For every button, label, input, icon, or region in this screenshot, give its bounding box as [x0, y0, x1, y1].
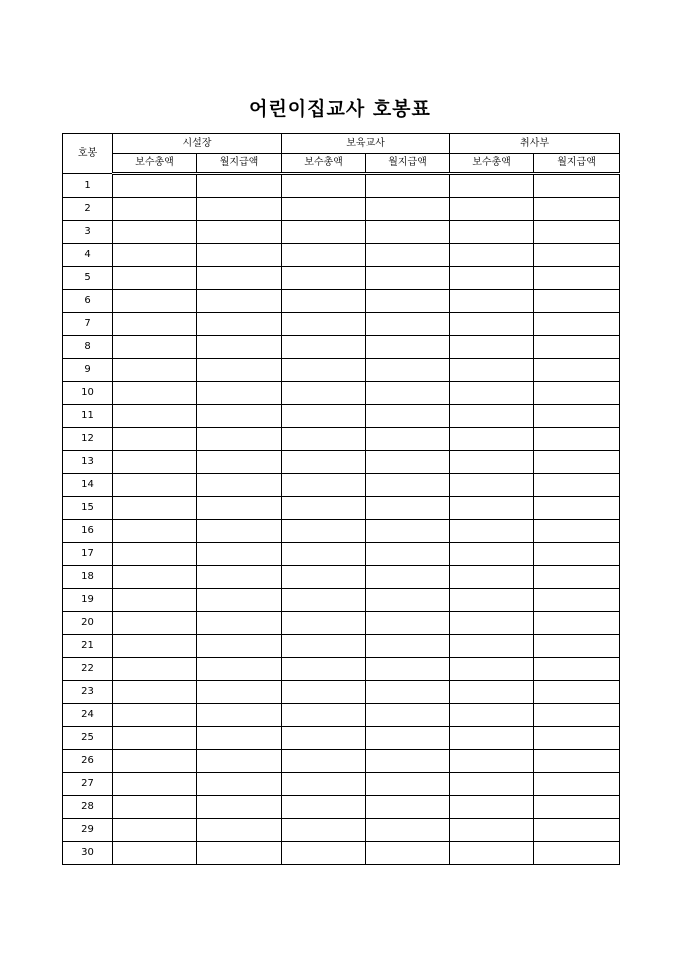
value-cell[interactable]: [534, 267, 620, 290]
grade-cell: 22: [63, 658, 113, 681]
table-row: [63, 198, 620, 221]
value-cell[interactable]: [197, 198, 282, 221]
value-cell[interactable]: [366, 842, 450, 865]
value-cell[interactable]: [113, 221, 197, 244]
value-cell[interactable]: [197, 727, 282, 750]
value-cell[interactable]: [282, 589, 366, 612]
value-cell[interactable]: [113, 727, 197, 750]
value-cell[interactable]: [450, 543, 534, 566]
value-cell[interactable]: [450, 658, 534, 681]
value-cell[interactable]: [450, 589, 534, 612]
value-cell[interactable]: [282, 174, 366, 198]
value-cell[interactable]: [282, 612, 366, 635]
table-row: [63, 336, 620, 359]
value-cell[interactable]: [113, 497, 197, 520]
grade-cell: 23: [63, 681, 113, 704]
subheader-total-pay: 보수총액: [450, 154, 534, 174]
value-cell[interactable]: [534, 704, 620, 727]
value-cell[interactable]: [366, 773, 450, 796]
value-cell[interactable]: [282, 819, 366, 842]
value-cell[interactable]: [366, 198, 450, 221]
value-cell[interactable]: [113, 750, 197, 773]
value-cell[interactable]: [366, 267, 450, 290]
value-cell[interactable]: [282, 681, 366, 704]
value-cell[interactable]: [197, 451, 282, 474]
value-cell[interactable]: [366, 819, 450, 842]
value-cell[interactable]: [113, 681, 197, 704]
value-cell[interactable]: [113, 796, 197, 819]
table-row: [63, 658, 620, 681]
grade-cell: 19: [63, 589, 113, 612]
value-cell[interactable]: [450, 819, 534, 842]
value-cell[interactable]: [450, 773, 534, 796]
value-cell[interactable]: [197, 405, 282, 428]
value-cell[interactable]: [197, 681, 282, 704]
table-row: [63, 290, 620, 313]
value-cell[interactable]: [534, 589, 620, 612]
pay-grade-table: [62, 133, 620, 865]
grade-cell: 14: [63, 474, 113, 497]
grade-cell: 8: [63, 336, 113, 359]
table-row: [63, 635, 620, 658]
value-cell[interactable]: [534, 750, 620, 773]
value-cell[interactable]: [113, 704, 197, 727]
value-cell[interactable]: [450, 474, 534, 497]
value-cell[interactable]: [282, 313, 366, 336]
value-cell[interactable]: [197, 174, 282, 198]
value-cell[interactable]: [113, 543, 197, 566]
value-cell[interactable]: [113, 382, 197, 405]
value-cell[interactable]: [282, 658, 366, 681]
document-title: 어린이집교사 호봉표: [249, 98, 431, 120]
value-cell[interactable]: [450, 842, 534, 865]
value-cell[interactable]: [366, 405, 450, 428]
value-cell[interactable]: [113, 451, 197, 474]
value-cell[interactable]: [282, 750, 366, 773]
value-cell[interactable]: [366, 451, 450, 474]
value-cell[interactable]: [113, 635, 197, 658]
table-row: [63, 428, 620, 451]
grade-cell: 11: [63, 405, 113, 428]
value-cell[interactable]: [534, 428, 620, 451]
value-cell[interactable]: [366, 428, 450, 451]
value-cell[interactable]: [282, 497, 366, 520]
value-cell[interactable]: [113, 313, 197, 336]
value-cell[interactable]: [534, 819, 620, 842]
value-cell[interactable]: [366, 635, 450, 658]
value-cell[interactable]: [197, 543, 282, 566]
grade-cell: 5: [63, 267, 113, 290]
value-cell[interactable]: [366, 612, 450, 635]
value-cell[interactable]: [282, 727, 366, 750]
value-cell[interactable]: [366, 359, 450, 382]
grade-cell: 6: [63, 290, 113, 313]
value-cell[interactable]: [534, 520, 620, 543]
value-cell[interactable]: [282, 382, 366, 405]
subheader-total-pay: 보수총액: [282, 154, 366, 174]
value-cell[interactable]: [534, 174, 620, 198]
value-cell[interactable]: [366, 520, 450, 543]
value-cell[interactable]: [113, 566, 197, 589]
value-cell[interactable]: [450, 566, 534, 589]
grade-cell: 18: [63, 566, 113, 589]
value-cell[interactable]: [366, 704, 450, 727]
value-cell[interactable]: [197, 474, 282, 497]
value-cell[interactable]: [366, 543, 450, 566]
table-row: [63, 819, 620, 842]
value-cell[interactable]: [197, 520, 282, 543]
value-cell[interactable]: [366, 681, 450, 704]
value-cell[interactable]: [282, 198, 366, 221]
value-cell[interactable]: [282, 704, 366, 727]
value-cell[interactable]: [450, 635, 534, 658]
value-cell[interactable]: [534, 727, 620, 750]
value-cell[interactable]: [113, 359, 197, 382]
value-cell[interactable]: [534, 842, 620, 865]
value-cell[interactable]: [534, 313, 620, 336]
table-row: [63, 704, 620, 727]
value-cell[interactable]: [534, 198, 620, 221]
value-cell[interactable]: [197, 635, 282, 658]
value-cell[interactable]: [197, 750, 282, 773]
grade-cell: 21: [63, 635, 113, 658]
group-header-cook: 취사부: [450, 134, 620, 154]
table-row: [63, 405, 620, 428]
value-cell[interactable]: [534, 221, 620, 244]
value-cell[interactable]: [113, 658, 197, 681]
grade-cell: 15: [63, 497, 113, 520]
value-cell[interactable]: [282, 796, 366, 819]
value-cell[interactable]: [113, 405, 197, 428]
value-cell[interactable]: [282, 221, 366, 244]
value-cell[interactable]: [282, 635, 366, 658]
table-row: [63, 267, 620, 290]
value-cell[interactable]: [534, 635, 620, 658]
value-cell[interactable]: [197, 612, 282, 635]
table-row: [63, 474, 620, 497]
value-cell[interactable]: [113, 336, 197, 359]
value-cell[interactable]: [197, 658, 282, 681]
value-cell[interactable]: [450, 198, 534, 221]
table-row: [63, 566, 620, 589]
group-header-teacher: 보육교사: [282, 134, 450, 154]
value-cell[interactable]: [366, 174, 450, 198]
value-cell[interactable]: [534, 382, 620, 405]
value-cell[interactable]: [534, 543, 620, 566]
value-cell[interactable]: [450, 750, 534, 773]
table-row: [63, 244, 620, 267]
grade-cell: 30: [63, 842, 113, 865]
value-cell[interactable]: [197, 819, 282, 842]
value-cell[interactable]: [366, 658, 450, 681]
value-cell[interactable]: [450, 221, 534, 244]
value-cell[interactable]: [282, 336, 366, 359]
table-row: [63, 174, 620, 198]
value-cell[interactable]: [366, 221, 450, 244]
value-cell[interactable]: [197, 359, 282, 382]
group-header-director: 시설장: [113, 134, 282, 154]
value-cell[interactable]: [534, 796, 620, 819]
value-cell[interactable]: [197, 428, 282, 451]
value-cell[interactable]: [282, 244, 366, 267]
value-cell[interactable]: [197, 221, 282, 244]
value-cell[interactable]: [113, 267, 197, 290]
table-row: [63, 773, 620, 796]
value-cell[interactable]: [197, 267, 282, 290]
value-cell[interactable]: [282, 405, 366, 428]
value-cell[interactable]: [450, 174, 534, 198]
value-cell[interactable]: [450, 612, 534, 635]
grade-cell: 24: [63, 704, 113, 727]
value-cell[interactable]: [450, 497, 534, 520]
value-cell[interactable]: [450, 727, 534, 750]
value-cell[interactable]: [534, 566, 620, 589]
value-cell[interactable]: [282, 474, 366, 497]
value-cell[interactable]: [113, 842, 197, 865]
table-row: [63, 313, 620, 336]
grade-cell: 28: [63, 796, 113, 819]
value-cell[interactable]: [113, 589, 197, 612]
grade-cell: 4: [63, 244, 113, 267]
value-cell[interactable]: [113, 174, 197, 198]
value-cell[interactable]: [534, 474, 620, 497]
value-cell[interactable]: [282, 428, 366, 451]
value-cell[interactable]: [197, 244, 282, 267]
value-cell[interactable]: [450, 405, 534, 428]
value-cell[interactable]: [197, 796, 282, 819]
value-cell[interactable]: [282, 520, 366, 543]
value-cell[interactable]: [534, 658, 620, 681]
table-row: [63, 451, 620, 474]
value-cell[interactable]: [282, 267, 366, 290]
value-cell[interactable]: [450, 428, 534, 451]
value-cell[interactable]: [366, 566, 450, 589]
value-cell[interactable]: [366, 589, 450, 612]
value-cell[interactable]: [450, 796, 534, 819]
value-cell[interactable]: [534, 336, 620, 359]
grade-cell: 13: [63, 451, 113, 474]
value-cell[interactable]: [366, 750, 450, 773]
grade-cell: 20: [63, 612, 113, 635]
value-cell[interactable]: [282, 543, 366, 566]
table-body: [63, 174, 620, 865]
value-cell[interactable]: [282, 359, 366, 382]
value-cell[interactable]: [197, 704, 282, 727]
value-cell[interactable]: [282, 290, 366, 313]
grade-cell: 2: [63, 198, 113, 221]
value-cell[interactable]: [450, 290, 534, 313]
value-cell[interactable]: [113, 474, 197, 497]
table-row: [63, 589, 620, 612]
table-row: [63, 612, 620, 635]
value-cell[interactable]: [450, 267, 534, 290]
value-cell[interactable]: [113, 773, 197, 796]
value-cell[interactable]: [366, 382, 450, 405]
value-cell[interactable]: [450, 451, 534, 474]
value-cell[interactable]: [534, 773, 620, 796]
value-cell[interactable]: [197, 842, 282, 865]
value-cell[interactable]: [450, 244, 534, 267]
value-cell[interactable]: [197, 589, 282, 612]
value-cell[interactable]: [113, 428, 197, 451]
value-cell[interactable]: [366, 336, 450, 359]
value-cell[interactable]: [366, 474, 450, 497]
table-row: [63, 842, 620, 865]
value-cell[interactable]: [282, 842, 366, 865]
value-cell[interactable]: [197, 313, 282, 336]
grade-cell: 26: [63, 750, 113, 773]
value-cell[interactable]: [450, 359, 534, 382]
value-cell[interactable]: [450, 336, 534, 359]
value-cell[interactable]: [450, 704, 534, 727]
value-cell[interactable]: [534, 681, 620, 704]
grade-cell: 10: [63, 382, 113, 405]
value-cell[interactable]: [113, 244, 197, 267]
value-cell[interactable]: [197, 382, 282, 405]
grade-cell: 7: [63, 313, 113, 336]
table-row: [63, 221, 620, 244]
value-cell[interactable]: [282, 773, 366, 796]
value-cell[interactable]: [366, 727, 450, 750]
value-cell[interactable]: [197, 336, 282, 359]
value-cell[interactable]: [534, 405, 620, 428]
value-cell[interactable]: [197, 497, 282, 520]
grade-cell: 1: [63, 174, 113, 198]
value-cell[interactable]: [366, 497, 450, 520]
value-cell[interactable]: [450, 520, 534, 543]
value-cell[interactable]: [113, 290, 197, 313]
value-cell[interactable]: [450, 313, 534, 336]
value-cell[interactable]: [534, 359, 620, 382]
value-cell[interactable]: [282, 566, 366, 589]
grade-cell: 12: [63, 428, 113, 451]
grade-cell: 17: [63, 543, 113, 566]
table-row: [63, 543, 620, 566]
value-cell[interactable]: [197, 773, 282, 796]
value-cell[interactable]: [113, 198, 197, 221]
value-cell[interactable]: [534, 497, 620, 520]
table-row: [63, 681, 620, 704]
value-cell[interactable]: [534, 612, 620, 635]
table-row: [63, 520, 620, 543]
subheader-total-pay: 보수총액: [113, 154, 197, 174]
value-cell[interactable]: [113, 520, 197, 543]
value-cell[interactable]: [197, 566, 282, 589]
value-cell[interactable]: [534, 244, 620, 267]
value-cell[interactable]: [450, 382, 534, 405]
grade-cell: 29: [63, 819, 113, 842]
value-cell[interactable]: [366, 290, 450, 313]
value-cell[interactable]: [113, 819, 197, 842]
value-cell[interactable]: [534, 290, 620, 313]
value-cell[interactable]: [282, 451, 366, 474]
grade-cell: 16: [63, 520, 113, 543]
table-row: [63, 359, 620, 382]
grade-cell: 3: [63, 221, 113, 244]
value-cell[interactable]: [450, 681, 534, 704]
value-cell[interactable]: [366, 796, 450, 819]
value-cell[interactable]: [366, 244, 450, 267]
table-row: [63, 796, 620, 819]
table-row: [63, 750, 620, 773]
grade-column-header: 호봉: [63, 134, 113, 174]
value-cell[interactable]: [534, 451, 620, 474]
subheader-monthly-pay: 월지급액: [534, 154, 620, 174]
value-cell[interactable]: [113, 612, 197, 635]
table-row: [63, 727, 620, 750]
table-row: [63, 497, 620, 520]
subheader-monthly-pay: 월지급액: [366, 154, 450, 174]
table-row: [63, 382, 620, 405]
grade-cell: 27: [63, 773, 113, 796]
value-cell[interactable]: [366, 313, 450, 336]
grade-cell: 25: [63, 727, 113, 750]
value-cell[interactable]: [197, 290, 282, 313]
subheader-monthly-pay: 월지급액: [197, 154, 282, 174]
grade-cell: 9: [63, 359, 113, 382]
